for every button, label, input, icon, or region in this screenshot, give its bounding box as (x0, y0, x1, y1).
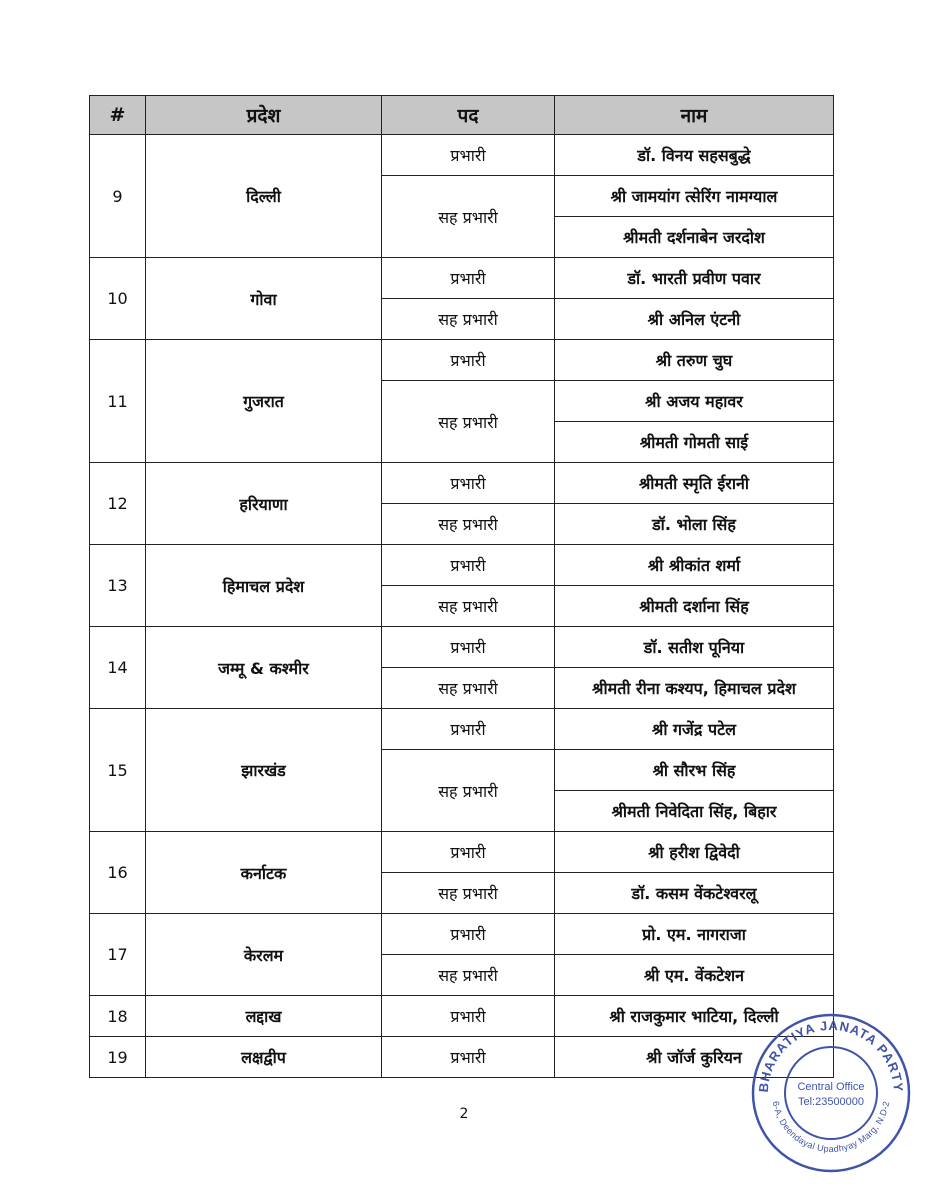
person-name: श्रीमती गोमती साई (555, 422, 834, 463)
state-name: लक्षद्वीप (146, 1037, 382, 1078)
state-name: लद्दाख (146, 996, 382, 1037)
person-name: श्री गजेंद्र पटेल (555, 709, 834, 750)
state-name: कर्नाटक (146, 832, 382, 914)
person-name: श्री अनिल एंटनी (555, 299, 834, 340)
row-number: 10 (90, 258, 146, 340)
post-title: प्रभारी (382, 832, 555, 873)
svg-text:6-A, Deendayal Upadhyay Marg, (771, 1100, 892, 1154)
person-name: श्रीमती दर्शनाबेन जरदोश (555, 217, 834, 258)
person-name: श्रीमती निवेदिता सिंह, बिहार (555, 791, 834, 832)
row-number: 15 (90, 709, 146, 832)
post-title: सह प्रभारी (382, 668, 555, 709)
state-name: हरियाणा (146, 463, 382, 545)
person-name: श्री एम. वेंकटेशन (555, 955, 834, 996)
person-name: श्री तरुण चुघ (555, 340, 834, 381)
post-title: सह प्रभारी (382, 750, 555, 832)
state-name: गोवा (146, 258, 382, 340)
post-title: प्रभारी (382, 258, 555, 299)
state-name: जम्मू & कश्मीर (146, 627, 382, 709)
row-number: 17 (90, 914, 146, 996)
state-name: झारखंड (146, 709, 382, 832)
state-name: हिमाचल प्रदेश (146, 545, 382, 627)
post-title: सह प्रभारी (382, 586, 555, 627)
post-title: सह प्रभारी (382, 955, 555, 996)
table-row (90, 914, 834, 955)
post-title: सह प्रभारी (382, 299, 555, 340)
header-name: नाम (555, 96, 834, 135)
person-name: डॉ. सतीश पूनिया (555, 627, 834, 668)
post-title: प्रभारी (382, 135, 555, 176)
person-name: श्री हरीश द्विवेदी (555, 832, 834, 873)
header-number: # (90, 96, 146, 135)
row-number: 14 (90, 627, 146, 709)
person-name: डॉ. कसम वेंकटेश्वरलू (555, 873, 834, 914)
person-name: श्री राजकुमार भाटिया, दिल्ली (555, 996, 834, 1037)
table-row (90, 1037, 834, 1078)
person-name: श्री श्रीकांत शर्मा (555, 545, 834, 586)
person-name: श्रीमती रीना कश्यप, हिमाचल प्रदेश (555, 668, 834, 709)
post-title: प्रभारी (382, 914, 555, 955)
row-number: 18 (90, 996, 146, 1037)
stamp-address-text: 6-A, Deendayal Upadhyay Marg, N.D-2 (770, 1100, 892, 1155)
table-row (90, 709, 834, 750)
post-title: सह प्रभारी (382, 381, 555, 463)
stamp-outer-text: BHARATIYA JANATA PARTY (755, 1017, 907, 1093)
person-name: श्री जॉर्ज कुरियन (555, 1037, 834, 1078)
post-title: प्रभारी (382, 340, 555, 381)
state-name: केरलम (146, 914, 382, 996)
table-row (90, 996, 834, 1037)
person-name: श्रीमती स्मृति ईरानी (555, 463, 834, 504)
page-number: 2 (459, 1106, 469, 1122)
person-name: डॉ. भोला सिंह (555, 504, 834, 545)
post-title: प्रभारी (382, 709, 555, 750)
header-post: पद (382, 96, 555, 135)
table-row (90, 627, 834, 668)
table-row (90, 135, 834, 176)
party-office-stamp (748, 1010, 914, 1176)
post-title: प्रभारी (382, 545, 555, 586)
person-name: डॉ. विनय सहसबुद्धे (555, 135, 834, 176)
person-name: श्री सौरभ सिंह (555, 750, 834, 791)
person-name: श्री जामयांग त्सेरिंग नामग्याल (555, 176, 834, 217)
row-number: 13 (90, 545, 146, 627)
post-title: प्रभारी (382, 463, 555, 504)
post-title: प्रभारी (382, 627, 555, 668)
state-name: गुजरात (146, 340, 382, 463)
table-row (90, 545, 834, 586)
person-name: प्रो. एम. नागराजा (555, 914, 834, 955)
row-number: 9 (90, 135, 146, 258)
row-number: 16 (90, 832, 146, 914)
table-row (90, 258, 834, 299)
post-title: प्रभारी (382, 1037, 555, 1078)
stamp-inner-line2: Tel:23500000 (797, 1096, 865, 1108)
post-title: प्रभारी (382, 996, 555, 1037)
person-name: डॉ. भारती प्रवीण पवार (555, 258, 834, 299)
row-number: 19 (90, 1037, 146, 1078)
row-number: 12 (90, 463, 146, 545)
post-title: सह प्रभारी (382, 504, 555, 545)
person-name: श्री अजय महावर (555, 381, 834, 422)
person-name: श्रीमती दर्शाना सिंह (555, 586, 834, 627)
state-name: दिल्ली (146, 135, 382, 258)
table-row (90, 832, 834, 873)
stamp-inner-line1: Central Office (797, 1081, 865, 1093)
table-row (90, 463, 834, 504)
header-row (90, 96, 834, 135)
assignments-table (89, 95, 834, 1078)
post-title: सह प्रभारी (382, 873, 555, 914)
header-state: प्रदेश (146, 96, 382, 135)
post-title: सह प्रभारी (382, 176, 555, 258)
table-body (90, 135, 834, 1078)
table-row (90, 340, 834, 381)
row-number: 11 (90, 340, 146, 463)
